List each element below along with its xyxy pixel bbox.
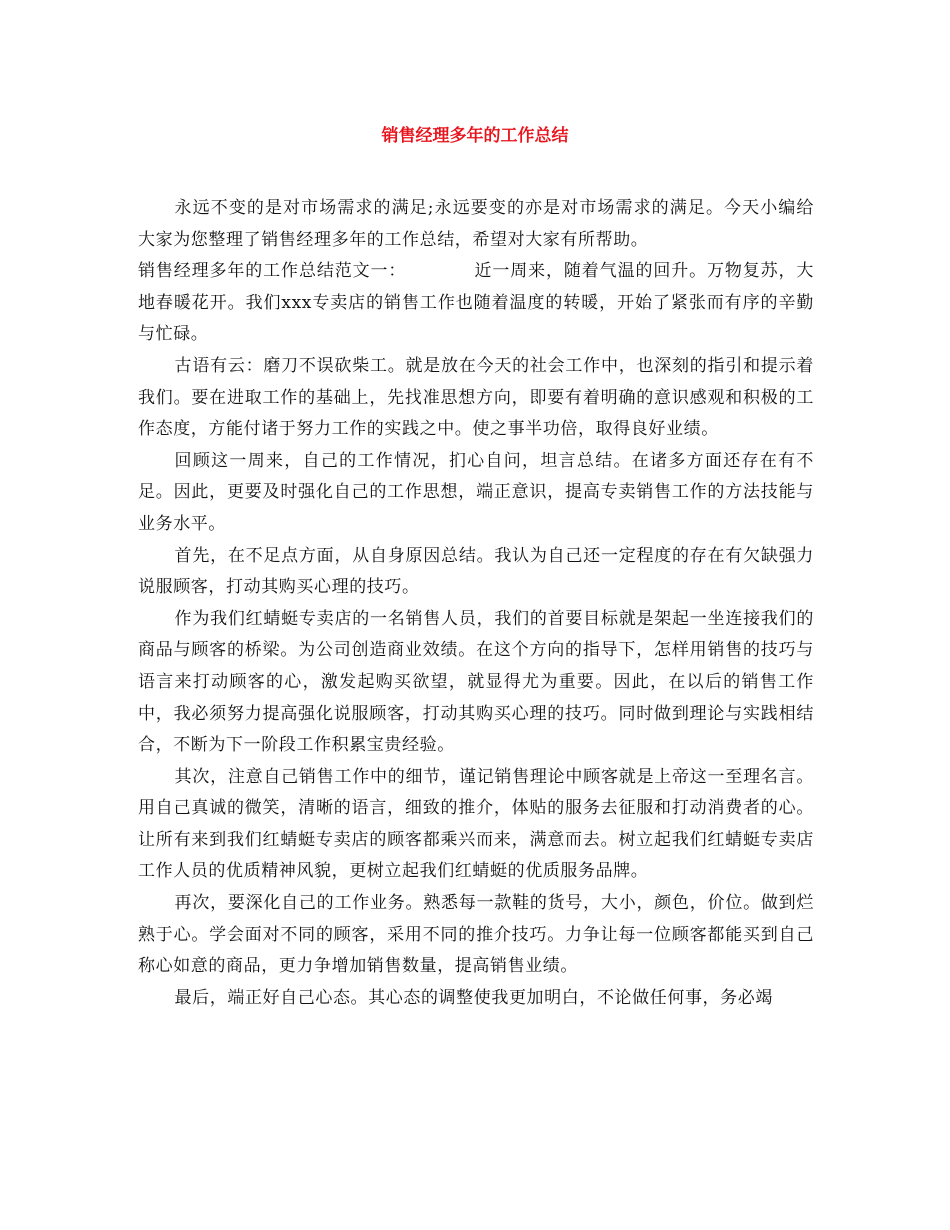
body-paragraph: 其次，注意自己销售工作中的细节，谨记销售理论中顾客就是上帝这一至理名言。用自己真诚的微笑，清晰的语言，细致的推介，体贴的服务去征服和打动消费者的心。让所有来到我们红蜻蜓专卖店的顾客都乘兴而来，满意而去。树立起我们红蜻蜓专卖店工作人员的优质精神风貌，更树立起我们红蜻蜓的优质服务品牌。 (138, 766, 814, 882)
body-paragraph: 再次，要深化自己的工作业务。熟悉每一款鞋的货号，大小，颜色，价位。做到烂熟于心。学会面对不同的顾客，采用不同的推介技巧。力争让每一位顾客都能买到自己称心如意的商品，更力争增加销售数量，提高销售业绩。 (138, 893, 814, 977)
document-body (138, 193, 814, 1014)
intro-paragraph: 永远不变的是对市场需求的满足;永远要变的亦是对市场需求的满足。今天小编给大家为您整理了销售经理多年的工作总结，希望对大家有所帮助。 (138, 198, 814, 250)
body-paragraph: 最后，端正好自己心态。其心态的调整使我更加明白，不论做任何事，务必竭 (174, 987, 773, 1008)
sample-paragraph (138, 256, 814, 351)
body-paragraph: 首先，在不足点方面，从自身原因总结。我认为自己还一定程度的存在有欠缺强力说服顾客，打动其购买心理的技巧。 (138, 545, 814, 598)
body-paragraph: 回顾这一周来，自己的工作情况，扪心自问，坦言总结。在诸多方面还存在有不足。因此，更要及时强化自己的工作思想，端正意识，提高专卖销售工作的方法技能与业务水平。 (138, 450, 814, 534)
body-paragraph: 作为我们红蜻蜓专卖店的一名销售人员，我们的首要目标就是架起一坐连接我们的商品与顾客的桥梁。为公司创造商业效绩。在这个方向的指导下，怎样用销售的技巧与语言来打动顾客的心，激发起购买欲望，就显得尤为重要。因此，在以后的销售工作中，我必须努力提高强化说服顾客，打动其购买心理的技巧。同时做到理论与实践相结合，不断为下一阶段工作积累宝贵经验。 (138, 608, 814, 756)
sample-first-text: 近一周来，随着气温的回升。万物复苏，大地春暖花开。我们xxx专卖店的销售工作也随着温度的转暖，开始了紧张而有序的辛勤与忙碌。 (138, 261, 814, 345)
document-title: 销售经理多年的工作总结 (381, 126, 569, 146)
sample-heading: 销售经理多年的工作总结范文一： (138, 261, 407, 282)
body-paragraph: 古语有云：磨刀不误砍柴工。就是放在今天的社会工作中，也深刻的指引和提示着我们。要在进取工作的基础上，先找准思想方向，即要有着明确的意识感观和积极的工作态度，方能付诸于努力工作的实践之中。使之事半功倍，取得良好业绩。 (138, 355, 814, 440)
